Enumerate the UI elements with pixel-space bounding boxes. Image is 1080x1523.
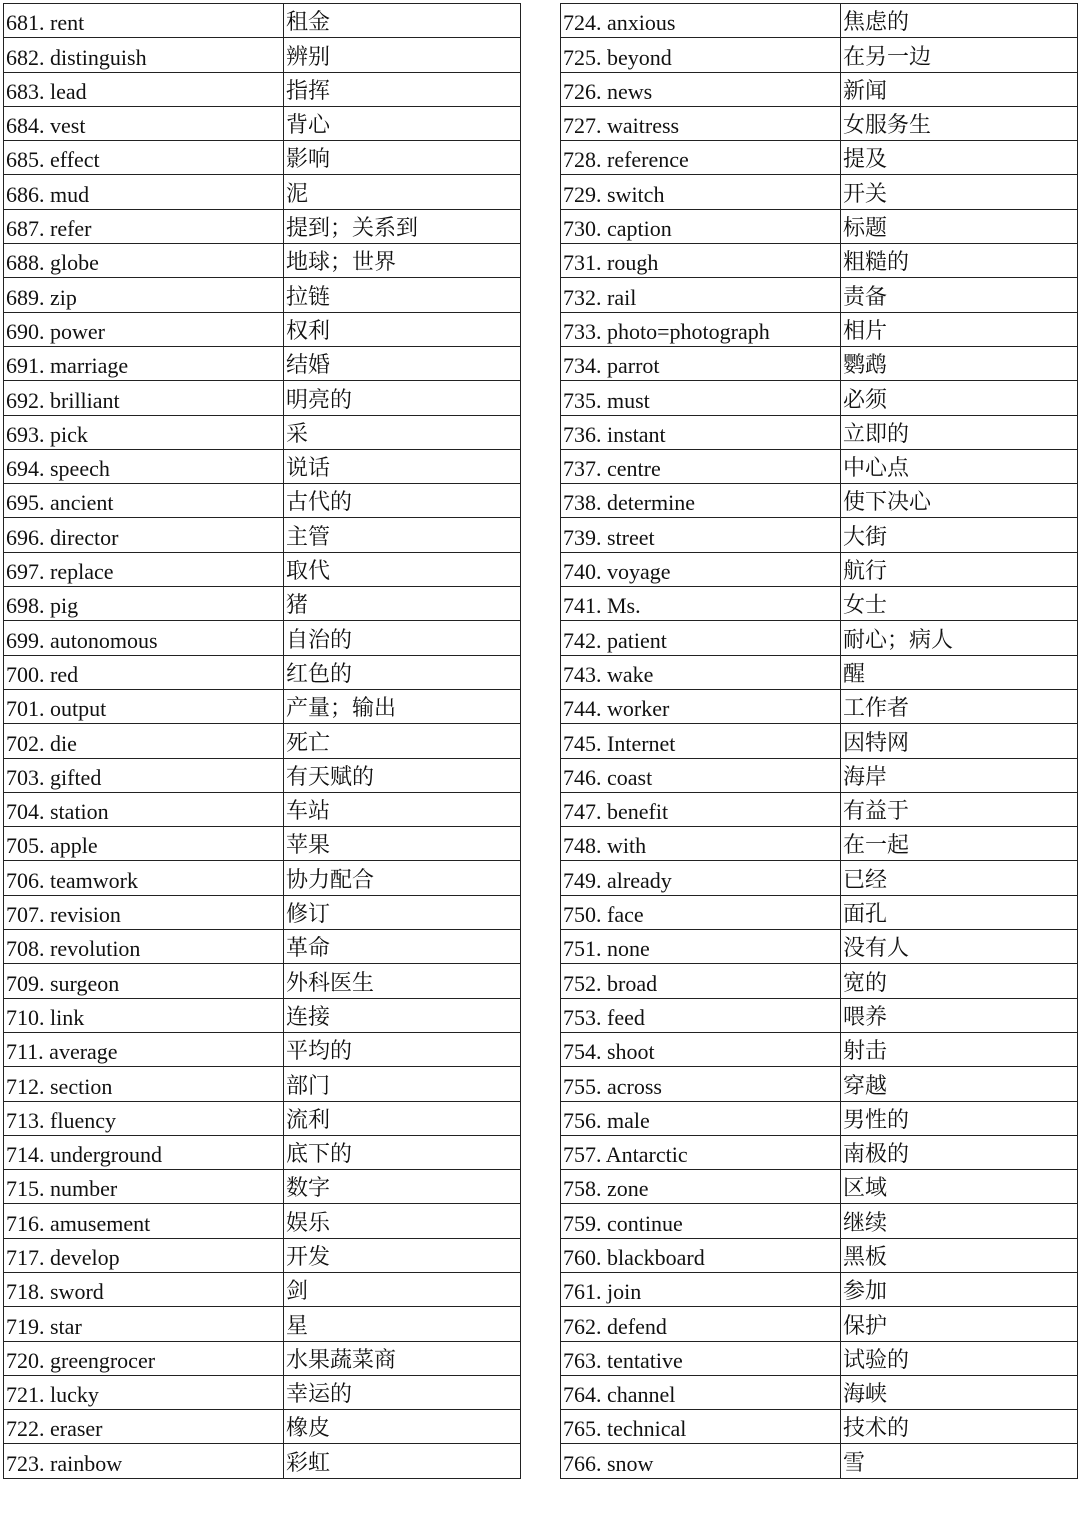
chinese-meaning-cell: 穿越 [841,1067,1078,1101]
chinese-meaning-cell: 古代的 [284,484,521,518]
table-row [561,518,1078,552]
chinese-meaning-cell: 自治的 [284,621,521,655]
english-word-cell: 726. news [561,72,841,106]
english-word-cell: 708. revolution [4,930,284,964]
chinese-meaning-cell: 开发 [284,1238,521,1272]
table-row [4,861,521,895]
table-row [561,106,1078,140]
table-row [4,895,521,929]
chinese-meaning-cell: 地球；世界 [284,244,521,278]
english-word-cell: 711. average [4,1032,284,1066]
chinese-meaning-cell: 底下的 [284,1135,521,1169]
english-word-cell: 698. pig [4,587,284,621]
table-row [4,621,521,655]
english-word-cell: 715. number [4,1170,284,1204]
chinese-meaning-cell: 已经 [841,861,1078,895]
english-word-cell: 713. fluency [4,1101,284,1135]
chinese-meaning-cell: 工作者 [841,689,1078,723]
table-row [4,72,521,106]
table-row [561,552,1078,586]
chinese-meaning-cell: 指挥 [284,72,521,106]
english-word-cell: 681. rent [4,4,284,38]
english-word-cell: 710. link [4,998,284,1032]
english-word-cell: 762. defend [561,1307,841,1341]
chinese-meaning-cell: 新闻 [841,72,1078,106]
chinese-meaning-cell: 女服务生 [841,106,1078,140]
chinese-meaning-cell: 权利 [284,312,521,346]
chinese-meaning-cell: 有益于 [841,792,1078,826]
chinese-meaning-cell: 死亡 [284,724,521,758]
chinese-meaning-cell: 剑 [284,1272,521,1306]
english-word-cell: 722. eraser [4,1410,284,1444]
chinese-meaning-cell: 娱乐 [284,1204,521,1238]
english-word-cell: 729. switch [561,175,841,209]
english-word-cell: 730. caption [561,209,841,243]
chinese-meaning-cell: 开关 [841,175,1078,209]
table-row [4,209,521,243]
chinese-meaning-cell: 猪 [284,587,521,621]
chinese-meaning-cell: 没有人 [841,930,1078,964]
chinese-meaning-cell: 技术的 [841,1410,1078,1444]
english-word-cell: 703. gifted [4,758,284,792]
chinese-meaning-cell: 橡皮 [284,1410,521,1444]
english-word-cell: 683. lead [4,72,284,106]
english-word-cell: 695. ancient [4,484,284,518]
table-row [561,244,1078,278]
chinese-meaning-cell: 水果蔬菜商 [284,1341,521,1375]
english-word-cell: 732. rail [561,278,841,312]
english-word-cell: 739. street [561,518,841,552]
table-row [561,827,1078,861]
english-word-cell: 751. none [561,930,841,964]
chinese-meaning-cell: 在另一边 [841,38,1078,72]
table-row [4,1032,521,1066]
table-row [4,552,521,586]
table-row [561,1375,1078,1409]
chinese-meaning-cell: 租金 [284,4,521,38]
chinese-meaning-cell: 耐心；病人 [841,621,1078,655]
table-row [4,415,521,449]
table-row [4,1238,521,1272]
english-word-cell: 717. develop [4,1238,284,1272]
table-row [4,518,521,552]
english-word-cell: 728. reference [561,141,841,175]
chinese-meaning-cell: 产量；输出 [284,689,521,723]
table-row [4,689,521,723]
table-row [561,1135,1078,1169]
table-row [561,278,1078,312]
chinese-meaning-cell: 星 [284,1307,521,1341]
chinese-meaning-cell: 黑板 [841,1238,1078,1272]
table-row [4,312,521,346]
chinese-meaning-cell: 幸运的 [284,1375,521,1409]
chinese-meaning-cell: 继续 [841,1204,1078,1238]
english-word-cell: 704. station [4,792,284,826]
table-row [561,930,1078,964]
chinese-meaning-cell: 车站 [284,792,521,826]
english-word-cell: 714. underground [4,1135,284,1169]
english-word-cell: 753. feed [561,998,841,1032]
english-word-cell: 733. photo=photograph [561,312,841,346]
english-word-cell: 763. tentative [561,1341,841,1375]
english-word-cell: 724. anxious [561,4,841,38]
english-word-cell: 757. Antarctic [561,1135,841,1169]
chinese-meaning-cell: 宽的 [841,964,1078,998]
vocab-table-left [3,3,521,1479]
table-row [561,1307,1078,1341]
table-row [561,621,1078,655]
table-row [4,1410,521,1444]
chinese-meaning-cell: 协力配合 [284,861,521,895]
table-row [561,655,1078,689]
english-word-cell: 718. sword [4,1272,284,1306]
english-word-cell: 758. zone [561,1170,841,1204]
table-row [561,1101,1078,1135]
chinese-meaning-cell: 区域 [841,1170,1078,1204]
vocab-table-left-body [4,4,521,1479]
vocab-table-right-body [561,4,1078,1479]
table-row [561,312,1078,346]
chinese-meaning-cell: 背心 [284,106,521,140]
chinese-meaning-cell: 取代 [284,552,521,586]
table-row [4,381,521,415]
english-word-cell: 735. must [561,381,841,415]
chinese-meaning-cell: 外科医生 [284,964,521,998]
table-row [4,1067,521,1101]
table-row [561,1444,1078,1478]
table-row [4,484,521,518]
chinese-meaning-cell: 因特网 [841,724,1078,758]
table-row [4,278,521,312]
english-word-cell: 691. marriage [4,346,284,380]
chinese-meaning-cell: 提到；关系到 [284,209,521,243]
table-row [561,1238,1078,1272]
english-word-cell: 759. continue [561,1204,841,1238]
english-word-cell: 723. rainbow [4,1444,284,1478]
table-row [4,38,521,72]
english-word-cell: 709. surgeon [4,964,284,998]
chinese-meaning-cell: 标题 [841,209,1078,243]
table-row [4,1307,521,1341]
chinese-meaning-cell: 彩虹 [284,1444,521,1478]
table-row [561,1341,1078,1375]
table-row [4,1375,521,1409]
chinese-meaning-cell: 影响 [284,141,521,175]
english-word-cell: 748. with [561,827,841,861]
table-row [561,792,1078,826]
chinese-meaning-cell: 辨别 [284,38,521,72]
english-word-cell: 734. parrot [561,346,841,380]
chinese-meaning-cell: 必须 [841,381,1078,415]
table-row [4,244,521,278]
table-row [4,1170,521,1204]
table-row [561,346,1078,380]
table-row [4,449,521,483]
table-row [561,1272,1078,1306]
english-word-cell: 684. vest [4,106,284,140]
english-word-cell: 699. autonomous [4,621,284,655]
table-row [561,141,1078,175]
chinese-meaning-cell: 泥 [284,175,521,209]
table-row [4,1101,521,1135]
english-word-cell: 686. mud [4,175,284,209]
english-word-cell: 754. shoot [561,1032,841,1066]
english-word-cell: 750. face [561,895,841,929]
english-word-cell: 719. star [4,1307,284,1341]
chinese-meaning-cell: 部门 [284,1067,521,1101]
table-row [561,38,1078,72]
english-word-cell: 694. speech [4,449,284,483]
english-word-cell: 764. channel [561,1375,841,1409]
english-word-cell: 707. revision [4,895,284,929]
table-row [4,792,521,826]
english-word-cell: 712. section [4,1067,284,1101]
chinese-meaning-cell: 修订 [284,895,521,929]
table-row [4,1135,521,1169]
chinese-meaning-cell: 鹦鹉 [841,346,1078,380]
chinese-meaning-cell: 苹果 [284,827,521,861]
chinese-meaning-cell: 立即的 [841,415,1078,449]
table-row [561,1067,1078,1101]
chinese-meaning-cell: 海岸 [841,758,1078,792]
chinese-meaning-cell: 有天赋的 [284,758,521,792]
table-row [561,1204,1078,1238]
chinese-meaning-cell: 射击 [841,1032,1078,1066]
chinese-meaning-cell: 喂养 [841,998,1078,1032]
english-word-cell: 766. snow [561,1444,841,1478]
table-row [561,1410,1078,1444]
chinese-meaning-cell: 说话 [284,449,521,483]
chinese-meaning-cell: 男性的 [841,1101,1078,1135]
table-row [4,175,521,209]
english-word-cell: 752. broad [561,964,841,998]
english-word-cell: 689. zip [4,278,284,312]
chinese-meaning-cell: 航行 [841,552,1078,586]
table-row [561,175,1078,209]
english-word-cell: 755. across [561,1067,841,1101]
english-word-cell: 761. join [561,1272,841,1306]
table-row [561,415,1078,449]
english-word-cell: 747. benefit [561,792,841,826]
chinese-meaning-cell: 流利 [284,1101,521,1135]
english-word-cell: 692. brilliant [4,381,284,415]
chinese-meaning-cell: 参加 [841,1272,1078,1306]
english-word-cell: 693. pick [4,415,284,449]
english-word-cell: 760. blackboard [561,1238,841,1272]
english-word-cell: 740. voyage [561,552,841,586]
chinese-meaning-cell: 红色的 [284,655,521,689]
table-row [4,1272,521,1306]
chinese-meaning-cell: 明亮的 [284,381,521,415]
chinese-meaning-cell: 海峡 [841,1375,1078,1409]
chinese-meaning-cell: 焦虑的 [841,4,1078,38]
table-row [4,998,521,1032]
english-word-cell: 706. teamwork [4,861,284,895]
english-word-cell: 720. greengrocer [4,1341,284,1375]
chinese-meaning-cell: 试验的 [841,1341,1078,1375]
chinese-meaning-cell: 面孔 [841,895,1078,929]
english-word-cell: 701. output [4,689,284,723]
table-row [561,758,1078,792]
chinese-meaning-cell: 责备 [841,278,1078,312]
chinese-meaning-cell: 在一起 [841,827,1078,861]
chinese-meaning-cell: 结婚 [284,346,521,380]
english-word-cell: 690. power [4,312,284,346]
english-word-cell: 697. replace [4,552,284,586]
table-row [561,587,1078,621]
table-row [4,4,521,38]
table-row [561,998,1078,1032]
english-word-cell: 731. rough [561,244,841,278]
chinese-meaning-cell: 相片 [841,312,1078,346]
table-row [4,1204,521,1238]
english-word-cell: 742. patient [561,621,841,655]
english-word-cell: 716. amusement [4,1204,284,1238]
english-word-cell: 738. determine [561,484,841,518]
english-word-cell: 743. wake [561,655,841,689]
table-row [4,141,521,175]
table-row [561,895,1078,929]
english-word-cell: 702. die [4,724,284,758]
table-row [561,449,1078,483]
chinese-meaning-cell: 醒 [841,655,1078,689]
table-row [561,1032,1078,1066]
chinese-meaning-cell: 革命 [284,930,521,964]
table-row [561,1170,1078,1204]
english-word-cell: 687. refer [4,209,284,243]
english-word-cell: 721. lucky [4,1375,284,1409]
english-word-cell: 696. director [4,518,284,552]
english-word-cell: 741. Ms. [561,587,841,621]
chinese-meaning-cell: 提及 [841,141,1078,175]
english-word-cell: 700. red [4,655,284,689]
english-word-cell: 705. apple [4,827,284,861]
english-word-cell: 736. instant [561,415,841,449]
english-word-cell: 685. effect [4,141,284,175]
english-word-cell: 745. Internet [561,724,841,758]
table-row [561,861,1078,895]
chinese-meaning-cell: 南极的 [841,1135,1078,1169]
table-row [561,381,1078,415]
table-row [4,106,521,140]
table-row [4,346,521,380]
table-row [561,209,1078,243]
chinese-meaning-cell: 数字 [284,1170,521,1204]
english-word-cell: 765. technical [561,1410,841,1444]
chinese-meaning-cell: 拉链 [284,278,521,312]
english-word-cell: 749. already [561,861,841,895]
table-row [561,484,1078,518]
table-row [4,587,521,621]
table-row [561,724,1078,758]
chinese-meaning-cell: 连接 [284,998,521,1032]
english-word-cell: 756. male [561,1101,841,1135]
english-word-cell: 727. waitress [561,106,841,140]
chinese-meaning-cell: 主管 [284,518,521,552]
chinese-meaning-cell: 女士 [841,587,1078,621]
english-word-cell: 746. coast [561,758,841,792]
table-row [561,4,1078,38]
table-row [4,1444,521,1478]
table-row [4,964,521,998]
table-row [561,72,1078,106]
table-row [4,724,521,758]
chinese-meaning-cell: 保护 [841,1307,1078,1341]
english-word-cell: 682. distinguish [4,38,284,72]
table-row [561,964,1078,998]
table-row [4,1341,521,1375]
chinese-meaning-cell: 采 [284,415,521,449]
english-word-cell: 737. centre [561,449,841,483]
chinese-meaning-cell: 中心点 [841,449,1078,483]
vocab-table-right [560,3,1078,1479]
table-row [561,689,1078,723]
chinese-meaning-cell: 粗糙的 [841,244,1078,278]
chinese-meaning-cell: 平均的 [284,1032,521,1066]
table-row [4,930,521,964]
english-word-cell: 725. beyond [561,38,841,72]
chinese-meaning-cell: 大街 [841,518,1078,552]
chinese-meaning-cell: 使下决心 [841,484,1078,518]
english-word-cell: 688. globe [4,244,284,278]
table-row [4,758,521,792]
english-word-cell: 744. worker [561,689,841,723]
table-row [4,827,521,861]
table-row [4,655,521,689]
chinese-meaning-cell: 雪 [841,1444,1078,1478]
